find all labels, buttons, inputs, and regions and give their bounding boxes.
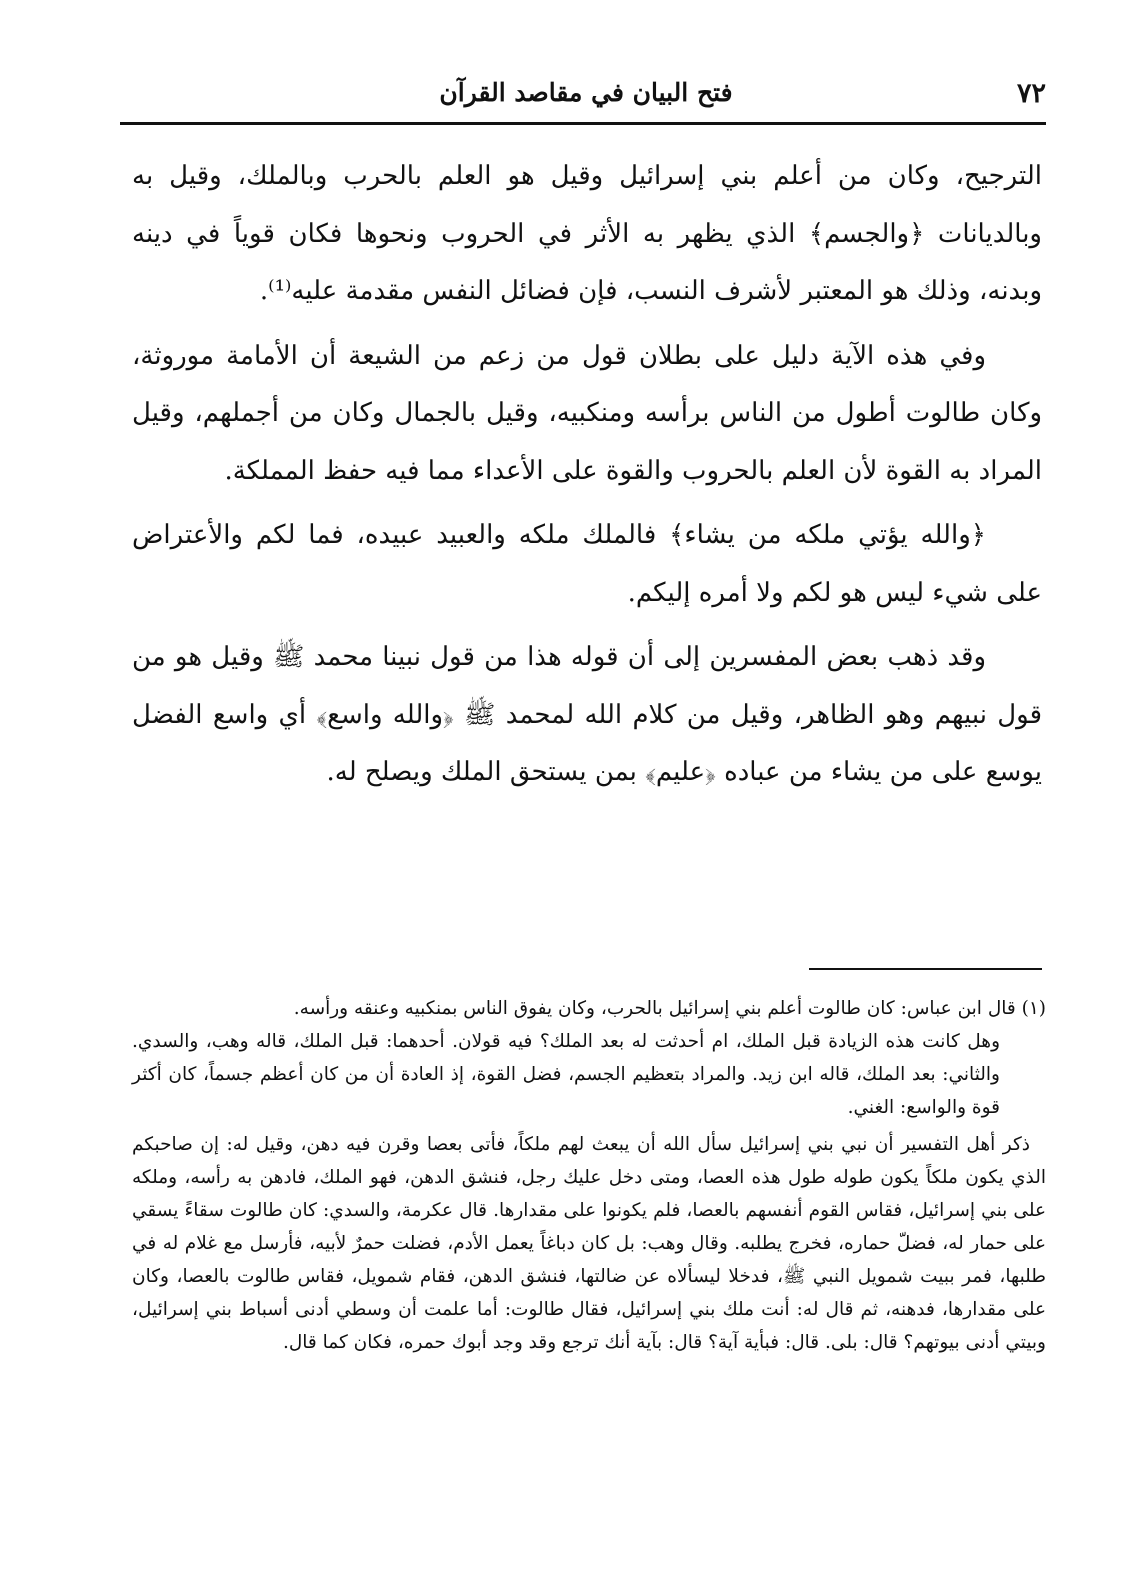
- header-rule: [120, 122, 1046, 125]
- body-paragraph: الترجيح، وكان من أعلم بني إسرائيل وقيل هو العلم بالحرب وبالملك، وقيل به وبالديانات ﴿والجسم﴾ الذي يظهر به الأثر في الحروب ونحوها فكان قوياً في دينه وبدنه، وذلك هو المعتبر لأشرف النسب، فإن فضائل النفس مقدمة عليه⁽¹⁾.: [132, 161, 1042, 306]
- main-text: [132, 148, 1042, 802]
- body-paragraph: وفي هذه الآية دليل على بطلان قول من زعم من الشيعة أن الأمامة موروثة، وكان طالوت أطول من الناس برأسه ومنكبيه، وقيل بالجمال وكان من أجملهم، وقيل المراد به القوة لأن العلم بالحروب والقوة على الأعداء مما فيه حفظ المملكة.: [132, 340, 1042, 486]
- footnotes: [132, 992, 1046, 1359]
- footnote-continuation: وهل كانت هذه الزيادة قبل الملك، ام أحدثت له بعد الملك؟ فيه قولان. أحدهما: قبل الملك، قاله وهب، والسدي. والثاني: بعد الملك، قاله ابن زيد. والمراد بتعظيم الجسم، فضل القوة، إذ العادة أن من كان أعظم جسماً، كان أكثر قوة والواسع: الغني.: [132, 1031, 1000, 1118]
- footnote-separator: [809, 968, 1042, 970]
- page-header: [126, 72, 1046, 116]
- running-title: فتح البيان في مقاصد القرآن: [439, 78, 733, 107]
- footnote-1: (١) قال ابن عباس: كان طالوت أعلم بني إسرائيل بالحرب، وكان يفوق الناس بمنكبيه وعنقه ورأسه.: [293, 998, 1046, 1019]
- page-number: ٧٢: [1016, 78, 1046, 109]
- body-paragraph: ﴿والله يؤتي ملكه من يشاء﴾ فالملك ملكه والعبيد عبيده، فما لكم والأعتراض على شيء ليس هو لكم ولا أمره إليكم.: [132, 520, 1042, 608]
- footnote-paragraph: ذكر أهل التفسير أن نبي بني إسرائيل سأل الله أن يبعث لهم ملكاً، فأتى بعصا وقرن فيه دهن، وقيل له: إن صاحبكم الذي يكون ملكاً يكون طوله طول هذه العصا، ومتى دخل عليك رجل، فنشق الدهن، فهو الملك، فادهن به رأسه، وملكه على بني إسرائيل، فقاس القوم أنفسهم بالعصا، فلم يكونوا على مقدارها. قال عكرمة، والسدي: كان طالوت سقاءً يسقي على حمار له، فضلّ حماره، فخرج يطلبه. وقال وهب: بل كان دباغاً يعمل الأدم، فضلت حمرٌ لأبيه، فأرسل مع غلام له في طلبها، فمر ببيت شمويل النبي ﷺ، فدخلا ليسألاه عن ضالتها، فنشق الدهن، فقام شمويل، فقاس طالوت بالعصا، وكان على مقدارها، فدهنه، ثم قال له: أنت ملك بني إسرائيل، فقال طالوت: أما علمت أن وسطي أدنى أسباط بني إسرائيل، وبيتي أدنى بيوتهم؟ قال: بلى. قال: فبأية آية؟ قال: بآية أنك ترجع وقد وجد أبوك حمره، فكان كما قال.: [132, 1134, 1046, 1353]
- body-paragraph: وقد ذهب بعض المفسرين إلى أن قوله هذا من قول نبينا محمد ﷺ وقيل هو من قول نبيهم وهو الظاهر، وقيل من كلام الله لمحمد ﷺ ﴿والله واسع﴾ أي واسع الفضل يوسع على من يشاء من عباده ﴿عليم﴾ بمن يستحق الملك ويصلح له.: [132, 642, 1042, 787]
